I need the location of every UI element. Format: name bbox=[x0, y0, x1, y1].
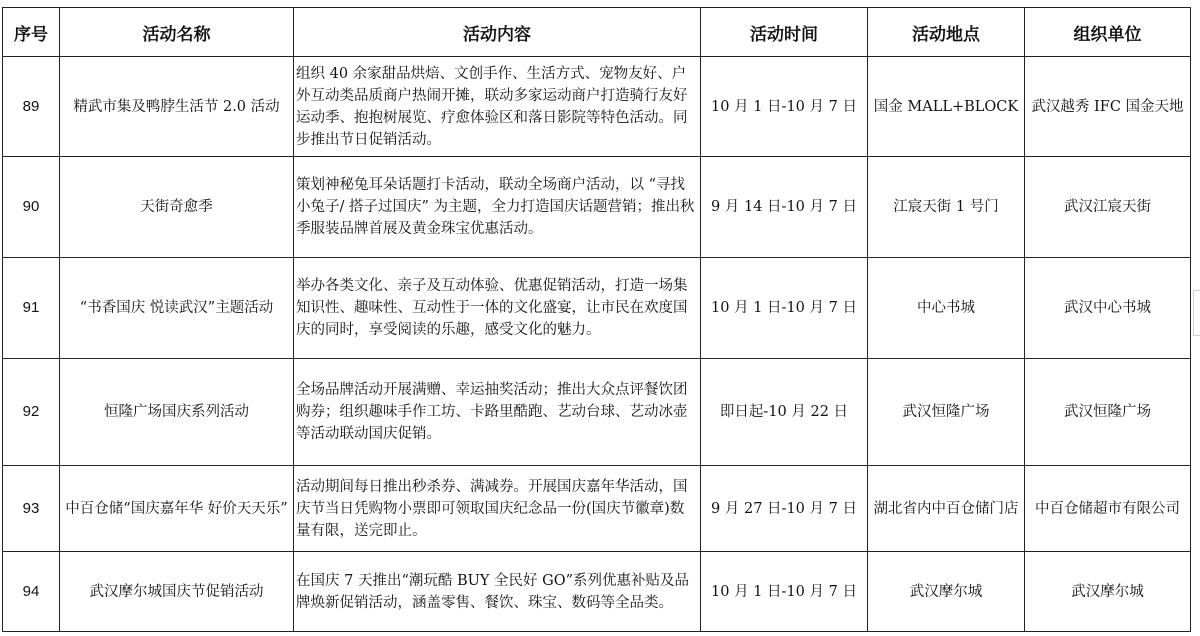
table-row bbox=[3, 466, 1191, 552]
events-table bbox=[2, 7, 1191, 632]
cell-org: 武汉恒隆广场 bbox=[1025, 359, 1191, 466]
cell-content: 组织 40 余家甜品烘焙、文创手作、生活方式、宠物友好、户外互动类品质商户热闹开摊，联动多家运动商户打造骑行友好运动季、抱抱树展览、疗愈体验区和落日影院等特色活动。同步推出节日促销活动。 bbox=[294, 57, 701, 157]
cell-time: 10 月 1 日-10 月 7 日 bbox=[701, 258, 868, 359]
cell-seq: 91 bbox=[3, 258, 60, 359]
header-name: 活动名称 bbox=[60, 8, 294, 57]
table-row bbox=[3, 258, 1191, 359]
cell-place: 武汉恒隆广场 bbox=[868, 359, 1025, 466]
table-row bbox=[3, 57, 1191, 157]
cell-time: 即日起-10 月 22 日 bbox=[701, 359, 868, 466]
cell-org: 武汉摩尔城 bbox=[1025, 552, 1191, 632]
cell-org: 武汉江宸天街 bbox=[1025, 157, 1191, 258]
page-edge-marker bbox=[1193, 290, 1200, 336]
cell-name: 精武市集及鸭脖生活节 2.0 活动 bbox=[60, 57, 294, 157]
cell-name: “书香国庆 悦读武汉”主题活动 bbox=[60, 258, 294, 359]
cell-org: 武汉越秀 IFC 国金天地 bbox=[1025, 57, 1191, 157]
cell-time: 10 月 1 日-10 月 7 日 bbox=[701, 552, 868, 632]
header-row bbox=[3, 8, 1191, 57]
cell-org: 中百仓储超市有限公司 bbox=[1025, 466, 1191, 552]
cell-name: 恒隆广场国庆系列活动 bbox=[60, 359, 294, 466]
header-content: 活动内容 bbox=[294, 8, 701, 57]
cell-content: 策划神秘兔耳朵话题打卡活动，联动全场商户活动，以 “寻找小兔子/ 搭子过国庆” 为主题，全力打造国庆话题营销；推出秋季服装品牌首展及黄金珠宝优惠活动。 bbox=[294, 157, 701, 258]
cell-place: 湖北省内中百仓储门店 bbox=[868, 466, 1025, 552]
header-seq: 序号 bbox=[3, 8, 60, 57]
cell-name: 中百仓储“国庆嘉年华 好价天天乐” bbox=[60, 466, 294, 552]
cell-content: 活动期间每日推出秒杀券、满减券。开展国庆嘉年华活动，国庆节当日凭购物小票即可领取国庆纪念品一份(国庆节徽章)数量有限，送完即止。 bbox=[294, 466, 701, 552]
cell-name: 天街奇愈季 bbox=[60, 157, 294, 258]
cell-place: 国金 MALL+BLOCK bbox=[868, 57, 1025, 157]
cell-content: 举办各类文化、亲子及互动体验、优惠促销活动，打造一场集知识性、趣味性、互动性于一体的文化盛宴，让市民在欢度国庆的同时，享受阅读的乐趣，感受文化的魅力。 bbox=[294, 258, 701, 359]
cell-place: 武汉摩尔城 bbox=[868, 552, 1025, 632]
cell-seq: 94 bbox=[3, 552, 60, 632]
table-row bbox=[3, 359, 1191, 466]
header-time: 活动时间 bbox=[701, 8, 868, 57]
cell-seq: 90 bbox=[3, 157, 60, 258]
table-row bbox=[3, 157, 1191, 258]
cell-place: 中心书城 bbox=[868, 258, 1025, 359]
cell-time: 10 月 1 日-10 月 7 日 bbox=[701, 57, 868, 157]
cell-time: 9 月 14 日-10 月 7 日 bbox=[701, 157, 868, 258]
cell-name: 武汉摩尔城国庆节促销活动 bbox=[60, 552, 294, 632]
header-org: 组织单位 bbox=[1025, 8, 1191, 57]
header-place: 活动地点 bbox=[868, 8, 1025, 57]
cell-seq: 89 bbox=[3, 57, 60, 157]
cell-org: 武汉中心书城 bbox=[1025, 258, 1191, 359]
cell-seq: 92 bbox=[3, 359, 60, 466]
cell-content: 在国庆 7 天推出“潮玩酷 BUY 全民好 GO”系列优惠补贴及品牌焕新促销活动，涵盖零售、餐饮、珠宝、数码等全品类。 bbox=[294, 552, 701, 632]
cell-place: 江宸天街 1 号门 bbox=[868, 157, 1025, 258]
cell-time: 9 月 27 日-10 月 7 日 bbox=[701, 466, 868, 552]
table-row bbox=[3, 552, 1191, 632]
cell-seq: 93 bbox=[3, 466, 60, 552]
cell-content: 全场品牌活动开展满赠、幸运抽奖活动；推出大众点评餐饮团购券；组织趣味手作工坊、卡路里酷跑、艺动台球、艺动冰壶等活动联动国庆促销。 bbox=[294, 359, 701, 466]
